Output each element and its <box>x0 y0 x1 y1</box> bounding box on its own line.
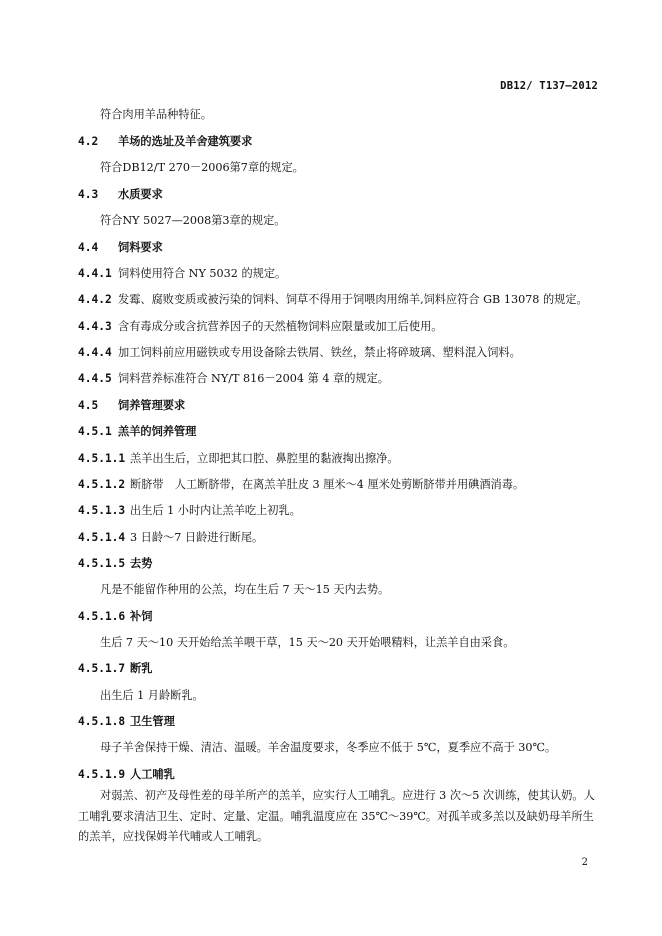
clause-number: 4.4.5 <box>78 372 112 385</box>
document-code-header: DB12/ T137—2012 <box>500 80 598 92</box>
clause-text: 出生后 1 小时内让羔羊吃上初乳。 <box>130 504 301 517</box>
clause-number: 4.5.1.3 <box>78 504 126 517</box>
section-number: 4.5 <box>78 399 99 412</box>
section-heading <box>78 239 163 255</box>
line-text: 生后 7 天～10 天开始给羔羊喂干草，15 天～20 天开始喂精料，让羔羊自由采食。 <box>100 636 515 649</box>
clause-line <box>78 502 301 518</box>
section-number: 4.5.1.8 <box>78 715 126 728</box>
text-line <box>100 687 204 703</box>
clause-text: 断脐带 人工断脐带，在离羔羊肚皮 3 厘米～4 厘米处剪断脐带并用碘酒消毒。 <box>130 478 525 491</box>
clause-number: 4.4.4 <box>78 346 112 359</box>
body-paragraph: 对弱羔、初产及母性差的母羊所产的羔羊，应实行人工哺乳。应进行 3 次～5 次训练，使其认奶。人工哺乳要求清洁卫生、定时、定量、定温。哺乳温度应在 35℃～39℃。对孤羊或多羔以及缺奶母羊所生的羔羊，应找保姆羊代哺或人工哺乳。 <box>78 789 595 843</box>
section-number: 4.5.1.5 <box>78 557 126 570</box>
text-line <box>100 159 304 175</box>
line-text: 母子羊舍保持干燥、清洁、温暖。羊舍温度要求，冬季应不低于 5℃，夏季应不高于 30℃。 <box>100 741 557 754</box>
section-heading <box>78 397 185 413</box>
line-text: 符合肉用羊品种特征。 <box>100 108 212 121</box>
section-title: 人工哺乳 <box>130 768 175 781</box>
clause-line <box>78 529 263 545</box>
section-title: 卫生管理 <box>130 715 175 728</box>
section-title: 羔羊的饲养管理 <box>118 425 197 438</box>
clause-text: 加工饲料前应用磁铁或专用设备除去铁屑、铁丝，禁止将碎玻璃、塑料混入饲料。 <box>118 346 521 359</box>
section-heading <box>78 555 152 571</box>
section-heading <box>78 660 152 676</box>
text-line <box>100 212 285 228</box>
text-line <box>100 634 514 650</box>
section-number: 4.3 <box>78 188 99 201</box>
section-heading <box>78 186 163 202</box>
clause-number: 4.4.2 <box>78 293 112 306</box>
section-heading <box>78 713 175 729</box>
clause-number: 4.5.1.4 <box>78 531 126 544</box>
clause-text: 3 日龄～7 日龄进行断尾。 <box>130 531 264 544</box>
clause-line <box>78 476 524 492</box>
clause-line <box>78 344 521 360</box>
section-title: 羊场的选址及羊舍建筑要求 <box>118 135 253 148</box>
clause-text: 饲料营养标准符合 NY/T 816－2004 第 4 章的规定。 <box>118 372 389 385</box>
section-heading <box>78 133 252 149</box>
clause-line <box>78 450 399 466</box>
clause-line <box>78 265 286 281</box>
clause-text: 含有毒成分或含抗营养因子的天然植物饲料应限量或加工后使用。 <box>118 320 443 333</box>
section-title: 饲料要求 <box>118 241 163 254</box>
section-title: 补饲 <box>130 610 153 623</box>
section-heading <box>78 423 196 439</box>
section-title: 水质要求 <box>118 188 163 201</box>
clause-text: 羔羊出生后，立即把其口腔、鼻腔里的黏液掏出擦净。 <box>130 452 399 465</box>
line-text: 出生后 1 月龄断乳。 <box>100 689 204 702</box>
section-number: 4.2 <box>78 135 99 148</box>
section-number: 4.5.1 <box>78 425 112 438</box>
section-title: 断乳 <box>130 662 153 675</box>
line-text: 凡是不能留作种用的公羔，均在生后 7 天～15 天内去势。 <box>100 583 390 596</box>
clause-number: 4.5.1.2 <box>78 478 126 491</box>
section-number: 4.5.1.7 <box>78 662 126 675</box>
section-heading <box>78 766 175 782</box>
clause-text: 发霉、腐败变质或被污染的饲料、饲草不得用于饲喂肉用绵羊,饲料应符合 GB 13078 的规定。 <box>118 293 588 306</box>
clause-line <box>78 291 588 307</box>
section-number: 4.4 <box>78 241 99 254</box>
text-line <box>100 739 556 755</box>
text-line <box>100 581 389 597</box>
line-text: 符合NY 5027—2008第3章的规定。 <box>100 214 286 227</box>
page-number: 2 <box>581 857 588 868</box>
clause-text: 饲料使用符合 NY 5032 的规定。 <box>118 267 287 280</box>
line-text: 符合DB12/T 270－2006第7章的规定。 <box>100 161 304 174</box>
clause-number: 4.5.1.1 <box>78 452 126 465</box>
clause-line <box>78 318 442 334</box>
clause-number: 4.4.1 <box>78 267 112 280</box>
clause-line <box>78 370 389 386</box>
section-title: 去势 <box>130 557 153 570</box>
section-title: 饲养管理要求 <box>118 399 186 412</box>
text-line <box>100 106 212 122</box>
section-number: 4.5.1.9 <box>78 768 126 781</box>
clause-number: 4.4.3 <box>78 320 112 333</box>
section-number: 4.5.1.6 <box>78 610 126 623</box>
section-heading <box>78 608 152 624</box>
